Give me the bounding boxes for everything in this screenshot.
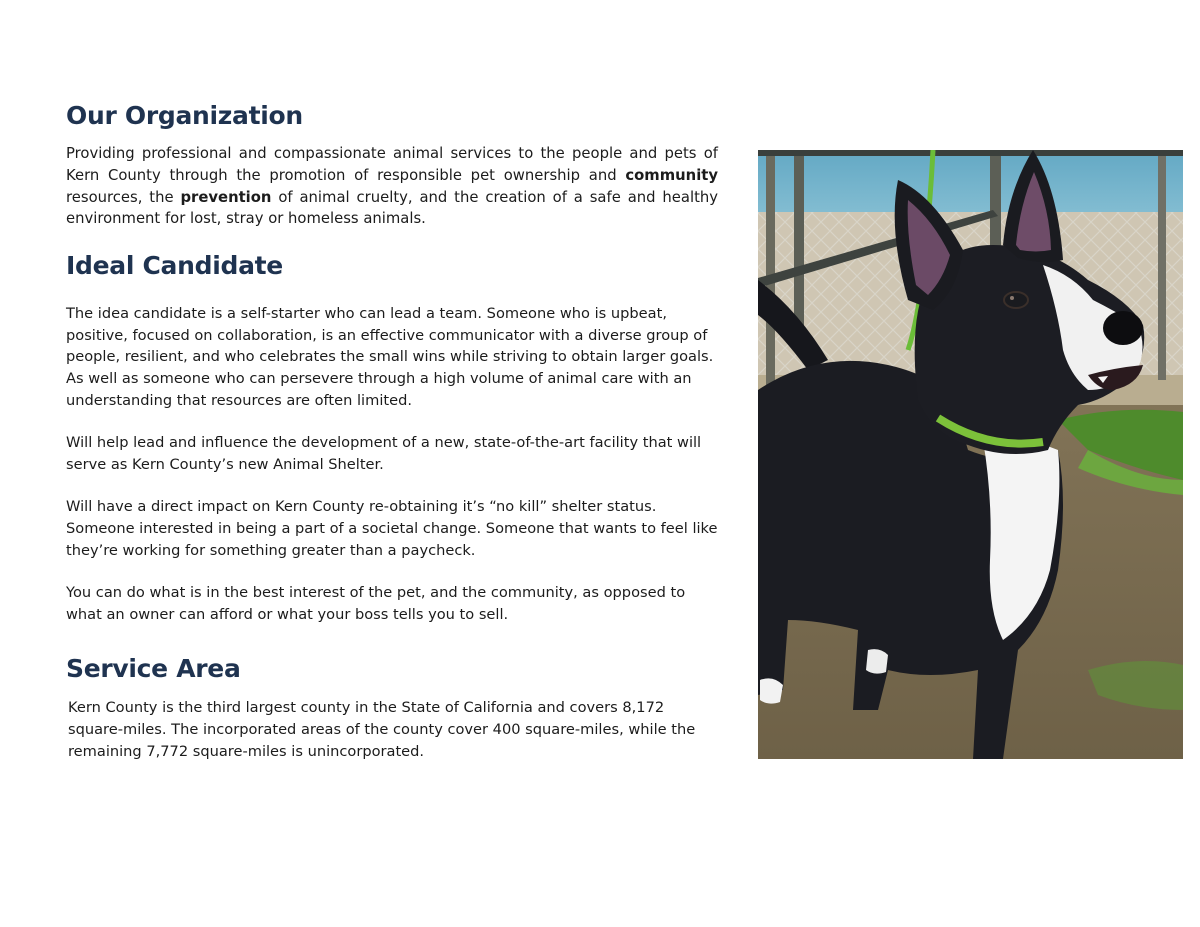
- ideal-candidate-paragraph-2: Will help lead and influence the development of a new, state-of-the-art facility that will serve as Kern County’s new Animal Shelter.: [66, 434, 702, 473]
- organization-text-1: Providing professional and compassionate animal services to the people and pets of Kern County through the promotion of responsible pet ownership and: [66, 145, 718, 184]
- section-heading-ideal-candidate: Ideal Candidate: [66, 251, 283, 281]
- section-heading-service-area: Service Area: [66, 654, 241, 684]
- organization-paragraph: [66, 143, 718, 230]
- organization-bold-prevention: prevention: [180, 188, 272, 206]
- ideal-candidate-paragraph-4: You can do what is in the best interest of the pet, and the community, as opposed to what an owner can afford or what your boss tells you to sell.: [66, 584, 686, 623]
- ideal-candidate-paragraph-3: Will have a direct impact on Kern County re-obtaining it’s “no kill” shelter status. Someone interested in being a part of a societal change. Someone that wants to feel like they’re working for something greater than a paycheck.: [66, 498, 718, 559]
- text-column: [66, 96, 718, 762]
- organization-text-2: resources, the: [66, 188, 181, 206]
- dog-photo: [758, 150, 1183, 759]
- organization-text-3: of animal cruelty, and the creation of a safe and healthy environment for lost, stray or homeless animals.: [66, 188, 719, 228]
- ideal-candidate-paragraph-1: The idea candidate is a self-starter who can lead a team. Someone who is upbeat, positive, focused on collaboration, is an effective communicator with a diverse group of people, resilient, and who celebrates the small wins while striving to obtain larger goals. As well as someone who can persevere through a high volume of animal care with an understanding that resources are often limited.: [66, 305, 714, 409]
- organization-bold-community: community: [625, 166, 718, 184]
- service-area-paragraph: Kern County is the third largest county in the State of California and covers 8,172 square-miles. The incorporated areas of the county cover 400 square-miles, while the remaining 7,772 square-miles is unincorporated.: [68, 699, 696, 760]
- section-heading-organization: Our Organization: [66, 101, 303, 130]
